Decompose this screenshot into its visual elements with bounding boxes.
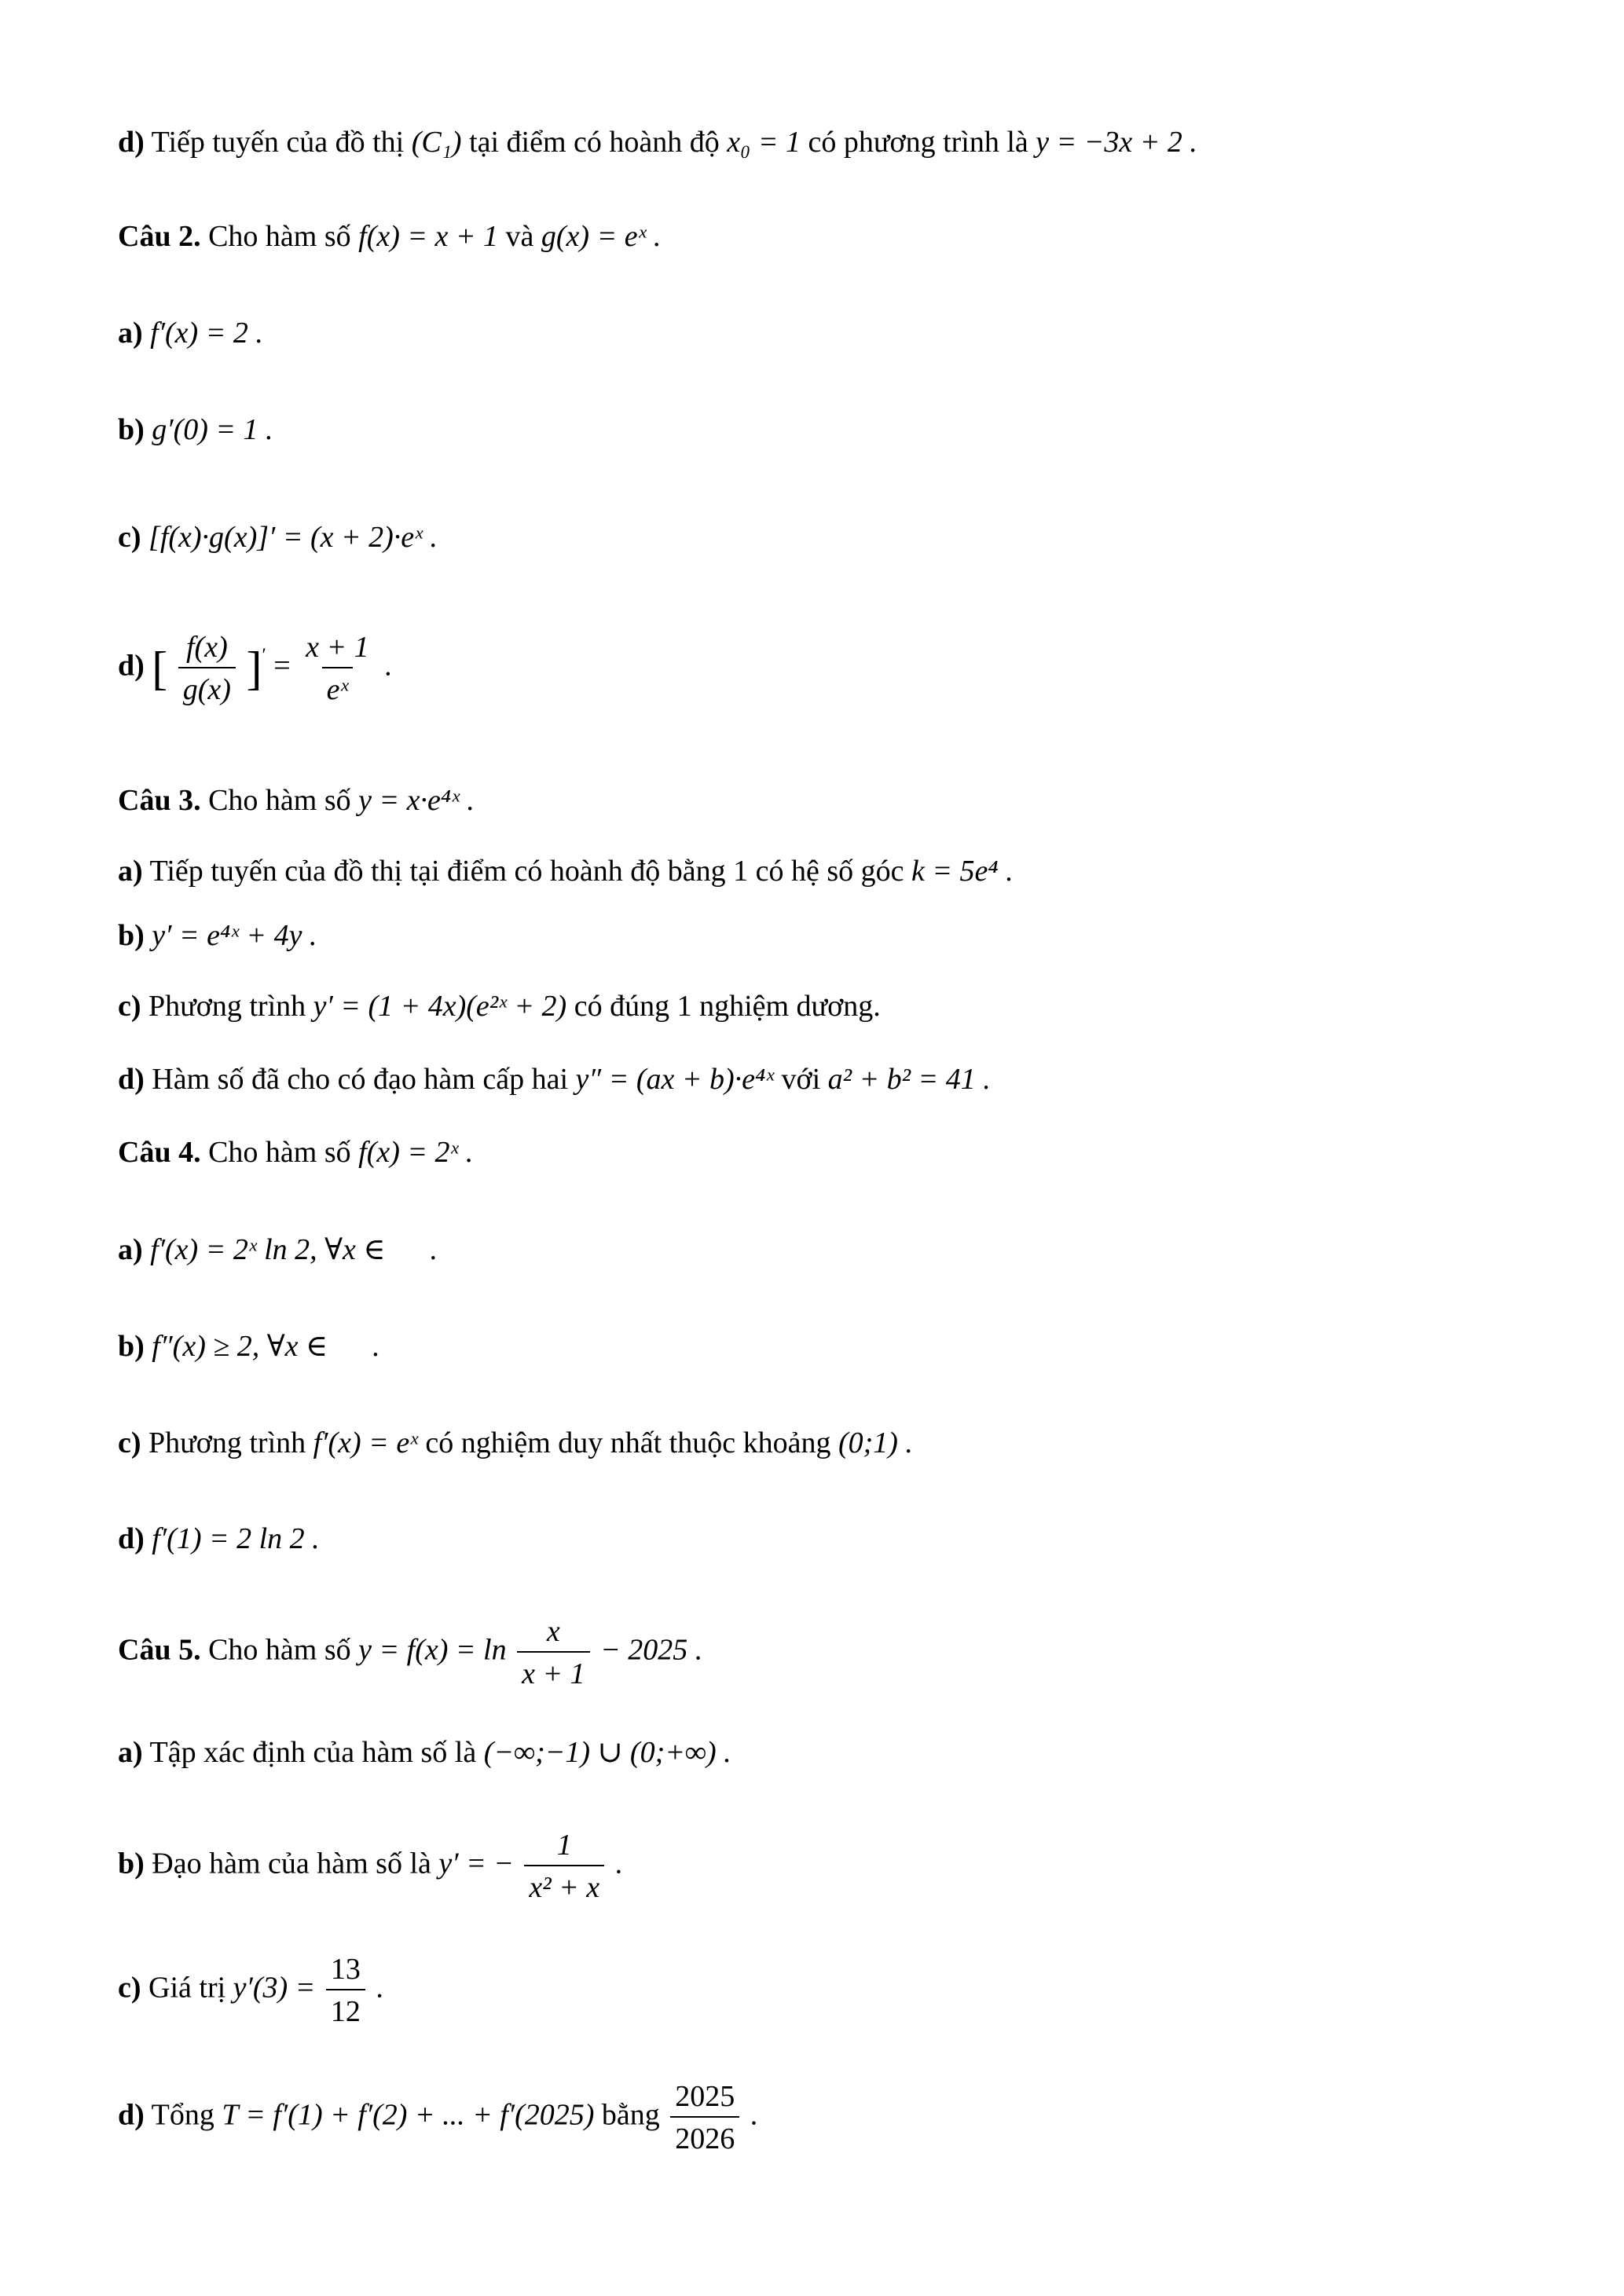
item-3d bbox=[118, 1064, 991, 1094]
period: . bbox=[384, 649, 392, 683]
fraction bbox=[301, 632, 374, 705]
numerator: f(x) bbox=[186, 631, 228, 664]
item-text: Cho hàm số bbox=[208, 220, 351, 253]
math: x₀ = 1 bbox=[727, 126, 801, 159]
item-2c bbox=[118, 522, 438, 552]
item-label: b) bbox=[118, 1330, 145, 1363]
item-text: Cho hàm số bbox=[208, 784, 351, 817]
item-text: Cho hàm số bbox=[208, 1136, 351, 1169]
question-4 bbox=[118, 1137, 473, 1167]
math: y = f(x) = ln bbox=[358, 1633, 507, 1667]
item-text: Cho hàm số bbox=[208, 1633, 351, 1667]
math: f′(1) = 2 ln 2 . bbox=[152, 1522, 320, 1555]
item-4c bbox=[118, 1428, 913, 1458]
denominator: 12 bbox=[326, 1989, 365, 2027]
item-label: d) bbox=[118, 649, 145, 683]
math: f′(x) = eˣ bbox=[313, 1426, 418, 1459]
denominator: x + 1 bbox=[517, 1651, 590, 1689]
item-2a bbox=[118, 318, 263, 348]
math: y′ = e⁴ˣ + 4y . bbox=[152, 919, 317, 952]
item-2d bbox=[118, 632, 392, 705]
item-label: d) bbox=[118, 1063, 145, 1096]
math: y′ = (1 + 4x)(e²ˣ + 2) bbox=[313, 990, 567, 1023]
math: (0;1) . bbox=[838, 1426, 913, 1459]
item-4b bbox=[118, 1331, 380, 1361]
fraction bbox=[524, 1830, 604, 1902]
math: f′(x) = 2 . bbox=[150, 317, 263, 350]
numerator: 13 bbox=[330, 1953, 361, 1986]
item-5c bbox=[118, 1954, 383, 2027]
item-label: d) bbox=[118, 1522, 145, 1555]
item-text: tại điểm có hoành độ bbox=[469, 126, 720, 159]
fraction bbox=[517, 1617, 590, 1689]
question-label: Câu 4. bbox=[118, 1136, 201, 1169]
item-label: d) bbox=[118, 2098, 145, 2132]
item-5b bbox=[118, 1830, 622, 1902]
fraction bbox=[670, 2082, 739, 2154]
question-label: Câu 3. bbox=[118, 784, 201, 817]
denominator: 2026 bbox=[670, 2116, 739, 2154]
item-text: với bbox=[781, 1063, 821, 1096]
denominator: g(x) bbox=[178, 667, 236, 705]
item-text: Phương trình bbox=[148, 990, 306, 1023]
math: f(x) = 2ˣ . bbox=[358, 1136, 474, 1169]
item-label: c) bbox=[118, 1971, 141, 2005]
fraction bbox=[178, 632, 236, 705]
question-label: Câu 5. bbox=[118, 1633, 201, 1667]
item-label: a) bbox=[118, 855, 143, 888]
math: f″(x) ≥ 2, ∀x ∈ . bbox=[152, 1330, 380, 1363]
item-label: a) bbox=[118, 317, 143, 350]
item-text: Tổng bbox=[151, 2098, 214, 2132]
item-text: bằng bbox=[601, 2098, 660, 2132]
item-1d bbox=[118, 127, 1197, 157]
item-label: a) bbox=[118, 1736, 143, 1769]
question-2 bbox=[118, 222, 661, 251]
fraction bbox=[326, 1954, 365, 2027]
item-3c bbox=[118, 991, 881, 1021]
item-4d bbox=[118, 1524, 320, 1554]
item-label: a) bbox=[118, 1233, 143, 1266]
math: a² + b² = 41 . bbox=[827, 1063, 991, 1096]
period: . bbox=[750, 2098, 758, 2132]
equals: = bbox=[273, 649, 291, 683]
math: g′(0) = 1 . bbox=[152, 413, 273, 446]
item-label: b) bbox=[118, 413, 145, 446]
numerator: 1 bbox=[556, 1829, 572, 1862]
math: (−∞;−1) ∪ (0;+∞) . bbox=[483, 1736, 731, 1769]
question-label: Câu 2. bbox=[118, 220, 201, 253]
numerator: x bbox=[546, 1615, 560, 1648]
math: − 2025 . bbox=[600, 1633, 703, 1667]
math: y′ = − bbox=[438, 1847, 514, 1880]
prime: ′ bbox=[262, 645, 266, 666]
item-5a bbox=[118, 1738, 731, 1767]
denominator: eˣ bbox=[322, 667, 354, 705]
math: y″ = (ax + b)·e⁴ˣ bbox=[575, 1063, 774, 1096]
item-text: Phương trình bbox=[148, 1426, 306, 1459]
period: . bbox=[376, 1971, 383, 2005]
denominator: x² + x bbox=[524, 1865, 604, 1902]
item-label: b) bbox=[118, 919, 145, 952]
item-text: có phương trình là bbox=[808, 126, 1028, 159]
item-text: Tập xác định của hàm số là bbox=[149, 1736, 477, 1769]
item-label: c) bbox=[118, 521, 141, 554]
item-2b bbox=[118, 415, 273, 445]
item-text: và bbox=[505, 220, 534, 253]
item-label: c) bbox=[118, 1426, 141, 1459]
math: y = −3x + 2 . bbox=[1036, 126, 1197, 159]
item-3a bbox=[118, 856, 1014, 886]
math: y = x·e⁴ˣ . bbox=[358, 784, 475, 817]
question-5 bbox=[118, 1617, 702, 1689]
item-text: có đúng 1 nghiệm dương. bbox=[574, 990, 881, 1023]
math: (C₁) bbox=[411, 126, 462, 159]
math: y′(3) = bbox=[233, 1971, 316, 2005]
math: [f(x)·g(x)]′ = (x + 2)·eˣ . bbox=[148, 521, 438, 554]
item-label: d) bbox=[118, 126, 145, 159]
item-text: Đạo hàm của hàm số là bbox=[152, 1847, 431, 1880]
item-5d bbox=[118, 2082, 757, 2154]
bracket-close: ] bbox=[246, 643, 262, 694]
item-label: b) bbox=[118, 1847, 145, 1880]
math: g(x) = eˣ . bbox=[541, 220, 662, 253]
math: T = f′(1) + f′(2) + ... + f′(2025) bbox=[222, 2098, 595, 2132]
item-3b bbox=[118, 921, 317, 950]
period: . bbox=[614, 1847, 623, 1880]
item-4a bbox=[118, 1235, 438, 1265]
math: f′(x) = 2ˣ ln 2, ∀x ∈ . bbox=[150, 1233, 438, 1266]
item-text: Giá trị bbox=[148, 1971, 226, 2005]
numerator: 2025 bbox=[675, 2080, 735, 2113]
math: f(x) = x + 1 bbox=[358, 220, 499, 253]
bracket-open: [ bbox=[152, 643, 168, 694]
question-3 bbox=[118, 785, 475, 815]
item-text: Tiếp tuyến của đồ thị bbox=[151, 126, 405, 159]
item-label: c) bbox=[118, 990, 141, 1023]
numerator: x + 1 bbox=[306, 631, 369, 664]
math: k = 5e⁴ . bbox=[911, 855, 1014, 888]
item-text: Hàm số đã cho có đạo hàm cấp hai bbox=[152, 1063, 568, 1096]
item-text: có nghiệm duy nhất thuộc khoảng bbox=[425, 1426, 831, 1459]
item-text: Tiếp tuyến của đồ thị tại điểm có hoành độ bằng 1 có hệ số góc bbox=[149, 855, 904, 888]
